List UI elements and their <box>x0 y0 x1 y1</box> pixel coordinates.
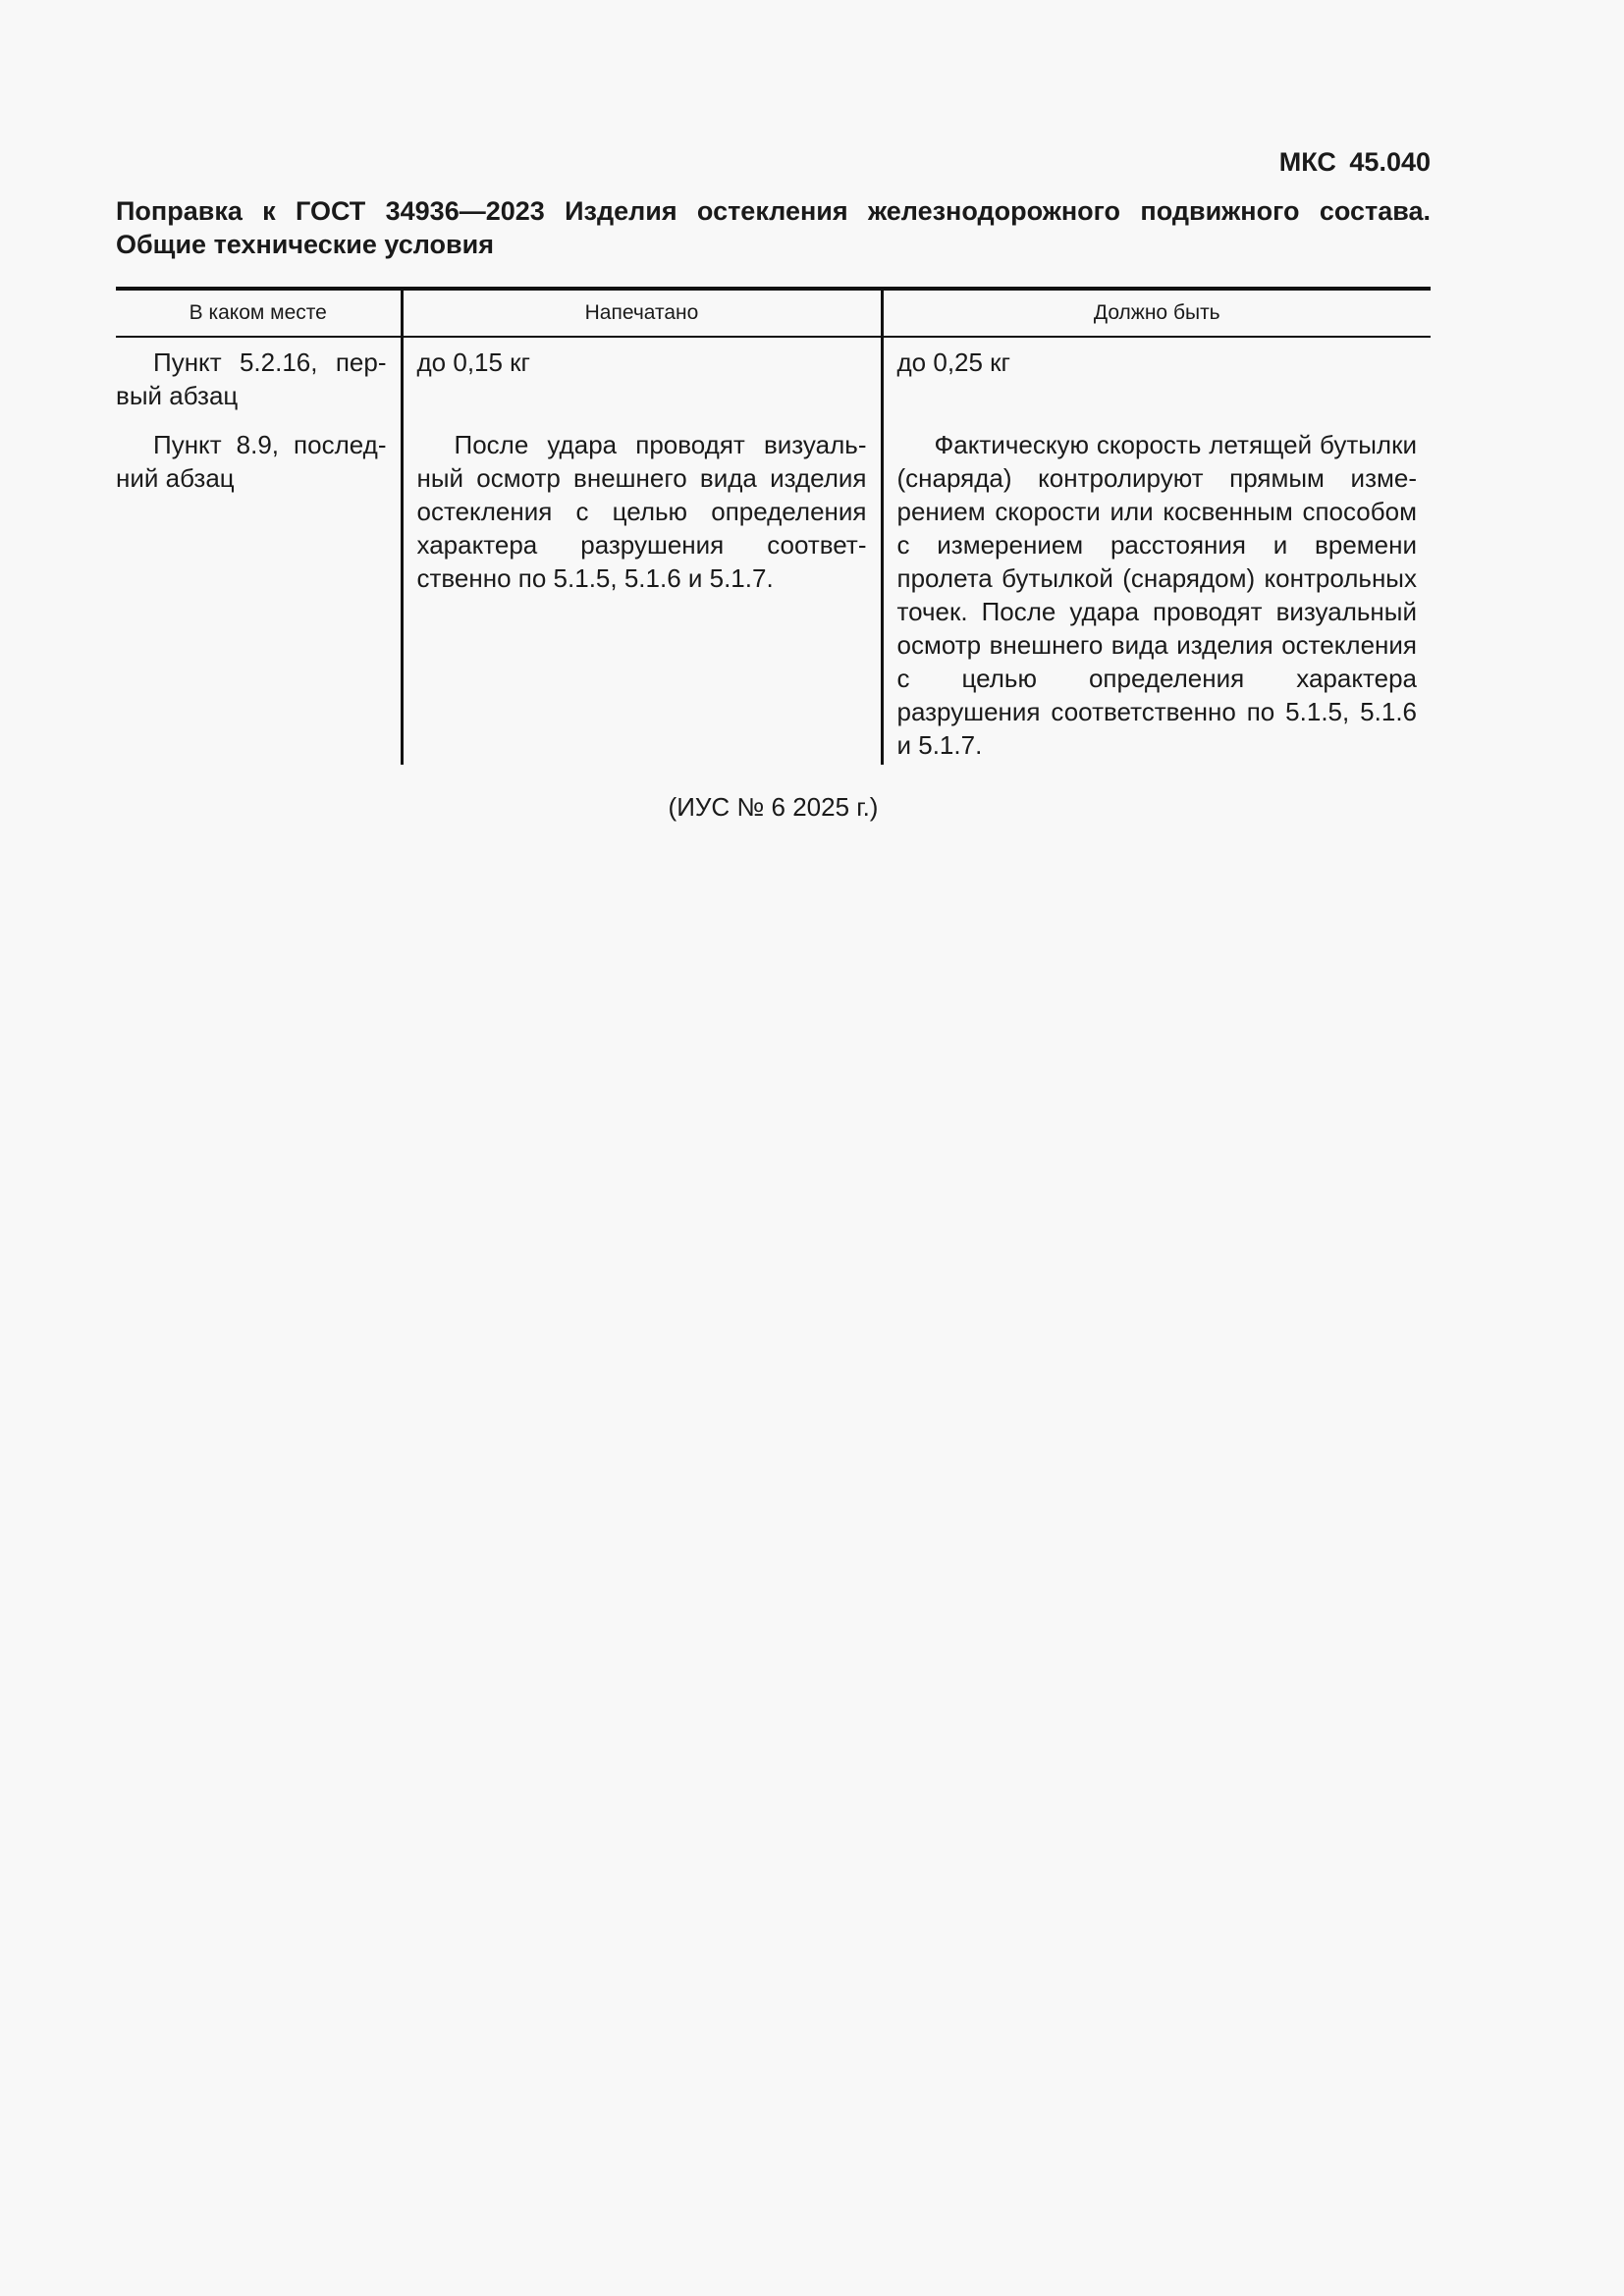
ius-reference: (ИУС № 6 2025 г.) <box>668 792 879 822</box>
cell-place: Пункт 8.9, последний абзац <box>116 430 387 493</box>
mks-code: МКС 45.040 <box>1278 147 1431 177</box>
cell-printed: После удара проводят визуальный осмотр внешнего вида изделия остекления с целью определения характера разрушения соответственно по 5.1.5, 5.1.6 и 5.1.7. <box>402 420 882 765</box>
cell-should-be: Фактическую скорость летящей бутылки (снаряда) контролируют прямым измерением скорости или косвенным способом с измерением расстояния и времени пролета бутылкой (снарядом) контрольных точек. После удара проводят визуальный осмотр внешнего вида изделия остекления с целью определения характера разрушения соответственно по 5.1.5, 5.1.6 и 5.1.7. <box>882 420 1431 765</box>
title-line-1: Поправка к ГОСТ 34936—2023 Изделия остекления железнодорожного подвижного состава. <box>116 196 1431 226</box>
cell-printed: до 0,15 кг <box>402 337 882 420</box>
document-title <box>116 194 1431 261</box>
table-row <box>116 420 1431 765</box>
title-line-2: Общие технические условия <box>116 230 494 259</box>
cell-should-be: до 0,25 кг <box>882 337 1431 420</box>
header-printed: Напечатано <box>402 289 882 337</box>
header-should-be: Должно быть <box>882 289 1431 337</box>
cell-place: Пункт 5.2.16, первый абзац <box>116 347 387 410</box>
table-row <box>116 337 1431 420</box>
table-header-row <box>116 289 1431 337</box>
amendment-table <box>116 287 1431 765</box>
header-place: В каком месте <box>116 289 402 337</box>
